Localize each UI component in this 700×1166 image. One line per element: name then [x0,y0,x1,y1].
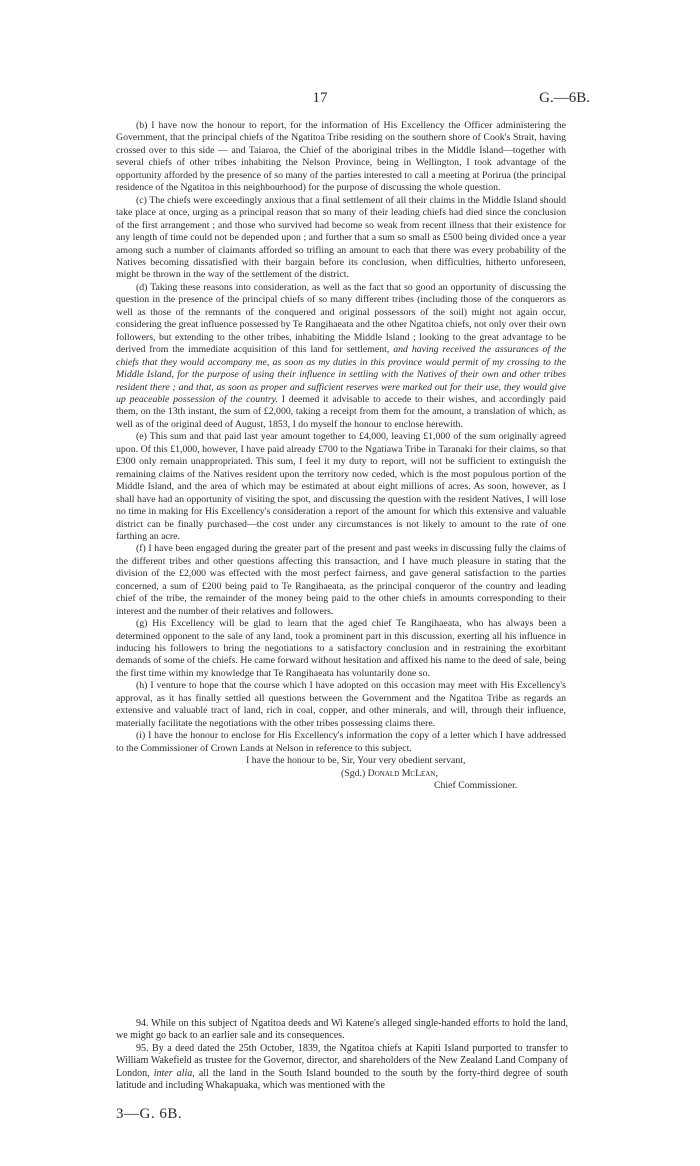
document-reference: G.—6B. [539,90,590,106]
letter-paragraph-f: (f) I have been engaged during the greater part of the present and past weeks in discussing fully the claims of the different tribes and other questions affecting this transaction, and I have much pleasure in stating that the division of the £2,000 was effected with the most perfect fairness, and gave general satisfaction to the parties concerned, a sum of £200 being paid to Te Rangihaeata, as the principal conqueror of the country and leading chief of the tribe, the remainder of the money being paid to the other chiefs in amounts corresponding to their interest and the number of their relatives and followers. [116,543,566,617]
signature-prefix: (Sgd.) [341,767,368,779]
letter-body [116,120,566,792]
letter-closing: I have the honour to be, Sir, Your very obedient servant, [246,755,466,767]
letter-signature [116,768,566,780]
paragraph-95-lead: 95. By a deed dated the 25th October, 1839, the Ngatitoa chiefs at Kapiti Island purported to transfer to William Wakefield as trustee for the Governor, director, and shareholders of the New Zealand Land Company of London, [116,1042,568,1079]
paragraph-95 [116,1043,568,1093]
paragraph-95-tail: , all the land in the South Island bounded to the south by the forty-third degree of south latitude and including Whakapuaka, which was mentioned with the [116,1067,568,1092]
signature-name: Donald McLean, [367,767,438,779]
paragraph-d-tail: I deemed it advisable to accede to their wishes, and accordingly paid them, on the 13th instant, the sum of £2,000, taking a receipt from them for the amount, a translation of which, as well as of the original deed of August, 1853, I do myself the honour to enclose herewith. [116,393,567,430]
signer-title: Chief Commissioner. [434,780,518,792]
report-body [116,1018,568,1093]
letter-paragraph-b: (b) I have now the honour to report, for the information of His Excellency the Officer administering the Government, that the principal chiefs of the Ngatitoa Tribe residing on the southern shore of Cook's Strait, having crossed over to this side — and Taiaroa, the Chief of the aboriginal tribes in the Middle Island—together with several chiefs of other tribes inhabiting the Nelson Province, being in Wellington, I took advantage of the opportunity afforded by the presence of so many of the parties interested to call a meeting at Porirua (the principal residence of the Ngatitoa in this neighbourhood) for the purpose of discussing the whole question. [116,120,566,194]
letter-paragraph-h: (h) I venture to hope that the course which I have adopted on this occasion may meet with His Excellency's approval, as it has finally settled all questions between the Government and the Ngatitoa Tribe as regards an extensive and valuable tract of land, rich in coal, copper, and other minerals, and will, through their influence, materially facilitate the negotiations with the other tribes possessing claims there. [116,680,566,729]
paragraph-94: 94. While on this subject of Ngatitoa deeds and Wi Katene's alleged single-handed efforts to hold the land, we might go back to an earlier sale and its consequences. [116,1018,568,1042]
letter-paragraph-c: (c) The chiefs were exceedingly anxious that a final settlement of all their claims in the Middle Island should take place at once, urging as a principal reason that so many of their leading chiefs had died since the conclusion of the first arrangement ; and those who survived had become so weak from recent illness that their existence for any length of time could not be depended upon ; and further that a sum so small as £500 being divided once a year among such a number of claimants afforded so trifling an amount to each that there was every probability of the Natives becoming dissatisfied with their bargain before its conclusion, when difficulties, hitherto unforeseen, might be thrown in the way of the settlement of the district. [116,194,566,281]
letter-paragraph-e: (e) This sum and that paid last year amount together to £4,000, leaving £1,000 of the sum originally agreed upon. Of this £1,000, however, I have paid already £700 to the Ngatiawa Tribe in Taranaki for their claims, so that £300 only remain unappropriated. This sum, I feel it my duty to report, will not be sufficient to extinguish the remaining claims of the Natives resident upon the territory now ceded, which is the most populous portion of the Middle Island, and the area of which may be estimated at about eight millions of acres. As soon, however, as I shall have had an opportunity of visiting the spot, and discussing the question with the resident Natives, I will lose no time in making for His Excellency's consideration a report of the amount for which this extensive and valuable district can be finally purchased—the cost under any circumstances is not likely to amount to the rate of one farthing an acre. [116,431,566,542]
paragraph-d-italic: and having received the assurances of the chiefs that they would accompany me, as soon as my duties in this province would permit of my crossing to the Middle Island, for the purpose of using their influence in settling with the Natives of their own and other tribes resident there ; and that, as soon as proper and sufficient reserves were marked out for their use, they would give up peaceable possession of the country. [116,344,566,405]
paragraph-95-italic: inter alia [153,1067,193,1079]
letter-paragraph-d [116,282,566,431]
paragraph-d-lead: (d) Taking these reasons into consideration, as well as the fact that so good an opportunity of discussing the question in the presence of the principal chiefs of so many different tribes (including those of the conquerors as well as those of the remnants of the conquered and original possessors of the soil) might not again occur, considering the great influence possessed by Te Rangihaeata and the other Ngatitoa chiefs, not only over their own followers, but extending to the other tribes, inhabiting the Middle Island ; looking to the great advantage to be derived from the immediate acquisition of this land for settlement, [116,281,566,356]
page-number: 17 [312,90,328,106]
printer-signature: 3—G. 6B. [116,1106,183,1122]
letter-paragraph-i: (i) I have the honour to enclose for His Excellency's information the copy of a letter which I have addressed to the Commissioner of Crown Lands at Nelson in reference to this subject. [116,730,566,754]
letter-paragraph-g: (g) His Excellency will be glad to learn that the aged chief Te Rangihaeata, who has always been a determined opponent to the sale of any land, took a prominent part in this discussion, exerting all his influence in inducing his followers to bring the negotiations to a satisfactory conclusion and in restraining the exorbitant demands of some of the chiefs. He came forward without hesitation and affixed his name to the deed of sale, being the first time within my knowledge that Te Rangihaeata has voluntarily done so. [116,618,566,679]
